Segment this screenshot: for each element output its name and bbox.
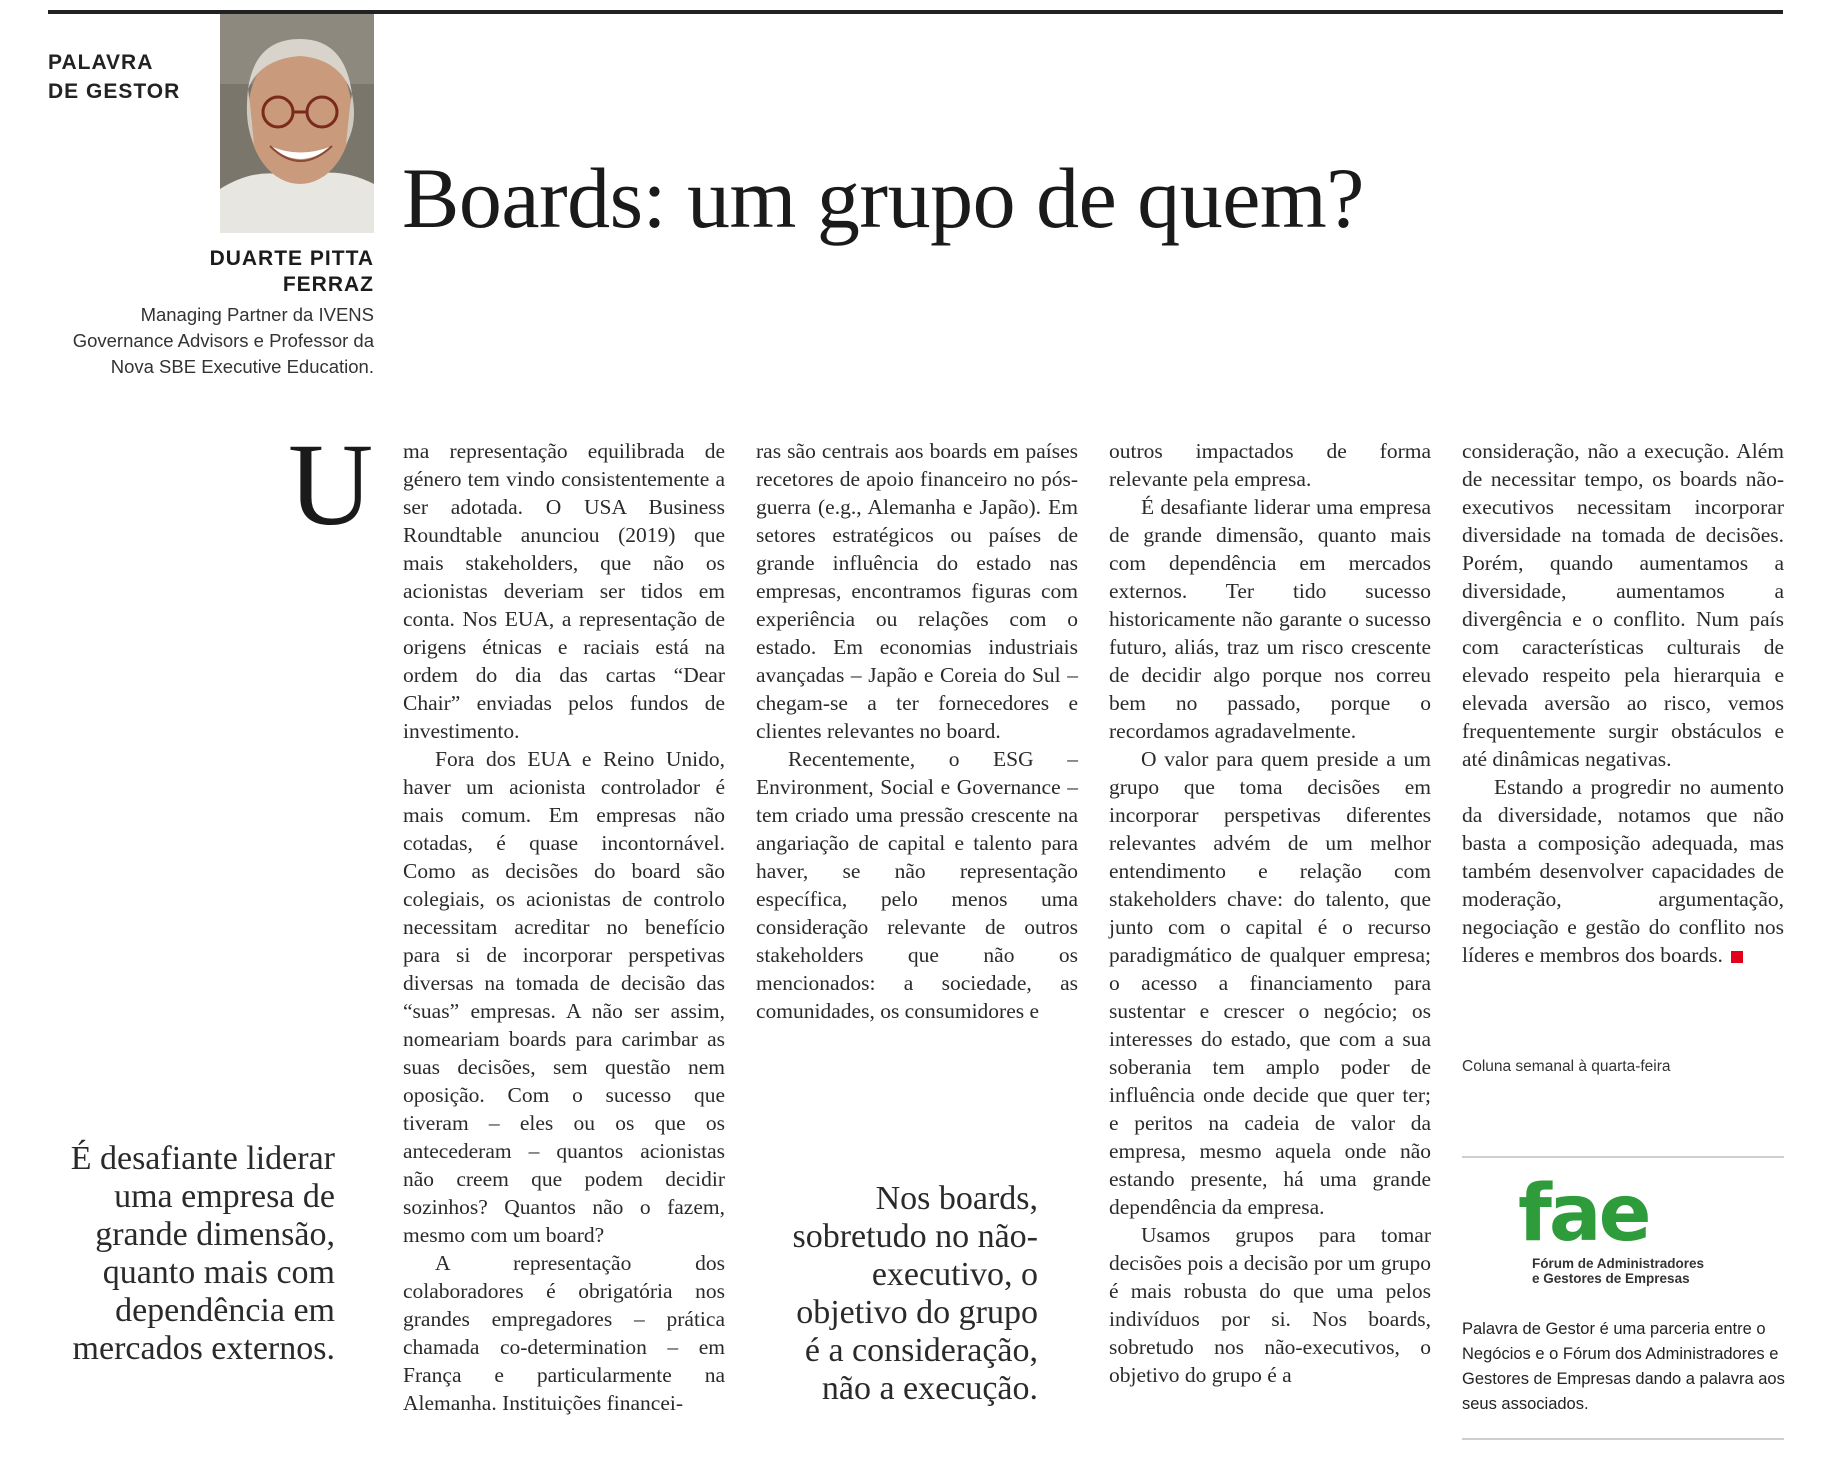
paragraph: Usamos grupos para tomar decisões pois a decisão por um grupo é mais robusta do que uma pelos indivíduos por si. Nos boards, sobretudo nos não-executivos, o objetivo do grupo é a [1109, 1223, 1431, 1387]
end-mark-icon [1731, 951, 1743, 963]
article-column-2 [756, 437, 1078, 1025]
author-photo [220, 14, 374, 233]
article-column-3 [1109, 437, 1431, 1389]
pullquote-2: Nos boards, sobretudo no não-executivo, o objetivo do grupo é a consideração, não a execução. [792, 1180, 1038, 1407]
fae-logo-word: fae [1518, 1169, 1649, 1259]
paragraph-last [1462, 773, 1784, 969]
paragraph: ras são centrais aos boards em países recetores de apoio financeiro no pós-guerra (e.g., Alemanha e Japão). Em setores estratégicos ou países de grande influência do estado nas empresas, encontramos figuras com experiência ou relações com o estado. Em economias industriais avançadas – Japão e Coreia do Sul – chegam-se a ter fornecedores e clientes relevantes no board. [756, 439, 1078, 743]
section-kicker [48, 48, 180, 106]
column-schedule-note: Coluna semanal à quarta-feira [1462, 1058, 1671, 1075]
section-kicker-line1: PALAVRA [48, 51, 154, 74]
fae-logo [1518, 1169, 1705, 1286]
partnership-note: Palavra de Gestor é uma parceria entre o Negócios e o Fórum dos Administradores e Gestores de Empresas dando a palavra aos seus associados. [1462, 1320, 1785, 1413]
headline: Boards: um grupo de quem? [402, 150, 1364, 246]
paragraph: A representação dos colaboradores é obrigatória nos grandes empregadores – prática chamada co-determination – em França e particularmente na Alemanha. Instituições financei- [403, 1251, 725, 1415]
author-photo-illustration [220, 14, 374, 233]
author-name-line2: FERRAZ [282, 273, 374, 296]
section-kicker-line2: DE GESTOR [48, 80, 181, 103]
author-bio: Managing Partner da IVENS Governance Advisors e Professor da Nova SBE Executive Education. [72, 304, 374, 377]
paragraph: consideração, não a execução. Além de necessitar tempo, os boards não-executivos necessitam incorporar diversidade na tomada de decisões. Porém, quando aumentamos a diversidade, aumentamos a divergência e o conflito. Num país com características culturais de elevado respeito pela hierarquia e elevada aversão ao risco, vemos frequentemente surgir obstáculos e até dinâmicas negativas. [1462, 439, 1784, 771]
divider [1462, 1438, 1784, 1440]
paragraph-text: Estando a progredir no aumento da diversidade, notamos que não basta a composição adequada, mas também desenvolver capacidades de moderação, argumentação, negociação e gestão do conflito nos líderes e membros dos boards. [1462, 775, 1784, 967]
paragraph: Recentemente, o ESG – Environment, Social e Governance – tem criado uma pressão crescente na angariação de capital e talento para haver, se não representação específica, pelo menos uma consideração relevante de outros stakeholders que não os mencionados: a sociedade, as comunidades, os consumidores e [756, 747, 1078, 1023]
author-name-line1: DUARTE PITTA [209, 247, 374, 270]
paragraph: O valor para quem preside a um grupo que toma decisões em incorporar perspetivas diferentes relevantes advém de um melhor entendimento e relação com stakeholders chave: do talento, que junto com o capital é o recurso paradigmático de qualquer empresa; o acesso a financiamento para sustentar e crescer o negócio; os interesses do estado, que com a sua soberania tem amplo poder de influência onde decide que quer ter; e peritos na cadeia de valor da empresa, mesmo aquela onde não estando presente, há uma grande dependência da empresa. [1109, 747, 1431, 1219]
article-column-1 [403, 437, 725, 1417]
fae-logo-subtitle-line2: e Gestores de Empresas [1532, 1271, 1690, 1286]
divider [1462, 1156, 1784, 1158]
paragraph: Fora dos EUA e Reino Unido, haver um acionista controlador é mais comum. Em empresas não cotadas, é quase incontornável. Como as decisões do board são colegiais, os acionistas de controlo necessitam acreditar no benefício para si de incorporar perspetivas diversas na tomada de decisão das “suas” empresas. A não ser assim, nomeariam boards para carimbar as suas decisões, sem questão nem oposição. Com o sucesso que tiveram – eles ou os que os antecederam – quantos acionistas não creem que podem decidir sozinhos? Quantos não o fazem, mesmo com um board? [403, 747, 725, 1247]
author-name [114, 246, 374, 298]
drop-cap: U [288, 419, 374, 550]
pullquote-1: É desafiante liderar uma empresa de grande dimensão, quanto mais com dependência em mercados externos. [70, 1140, 335, 1367]
paragraph: É desafiante liderar uma empresa de grande dimensão, quanto mais com dependência em mercados externos. Ter tido sucesso historicamente não garante o sucesso futuro, aliás, traz um risco crescente de decidir algo porque nos correu bem no passado, porque o recordamos agradavelmente. [1109, 495, 1431, 743]
fae-logo-subtitle-line1: Fórum de Administradores [1532, 1256, 1705, 1271]
paragraph: outros impactados de forma relevante pela empresa. [1109, 439, 1431, 491]
paragraph: ma representação equilibrada de género tem vindo consistentemente a ser adotada. O USA Business Roundtable anunciou (2019) que mais stakeholders, que não os acionistas deveriam ser tidos em conta. Nos EUA, a representação de origens étnicas e raciais está na ordem do dia das cartas “Dear Chair” enviadas pelos fundos de investimento. [403, 439, 725, 743]
article-column-4 [1462, 437, 1784, 969]
fae-logo-subtitle [1518, 1256, 1704, 1286]
